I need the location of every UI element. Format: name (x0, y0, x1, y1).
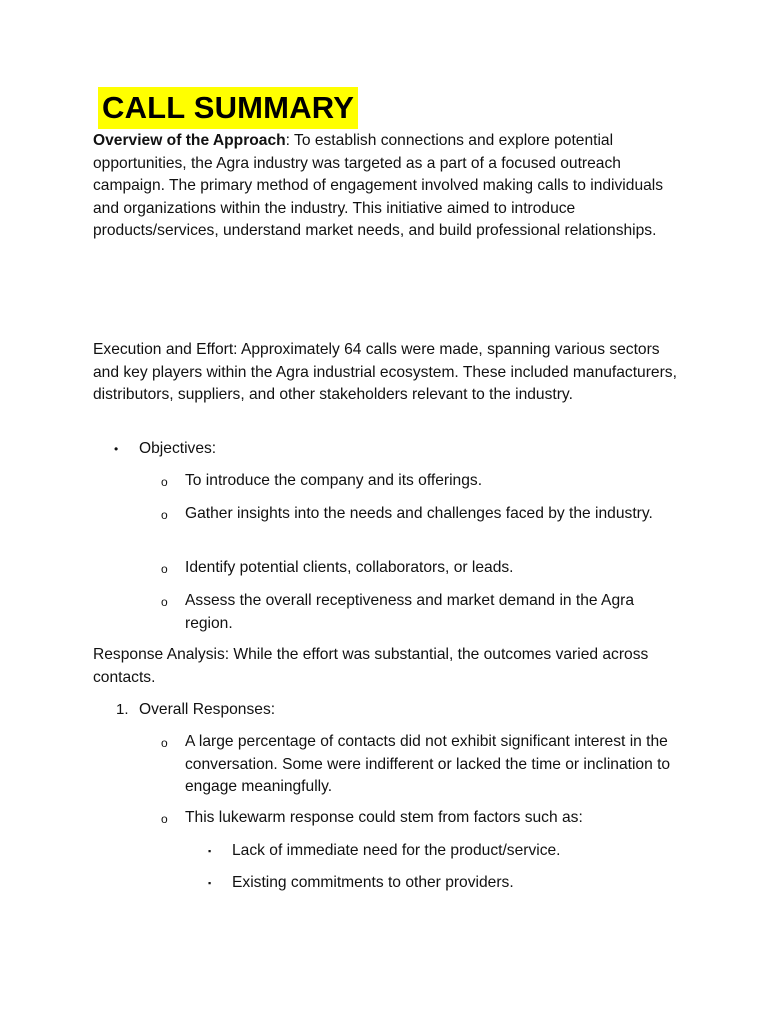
factor-item: Existing commitments to other providers. (232, 874, 514, 891)
overview-label: Overview of the Approach (93, 132, 286, 149)
sub-bullet-marker: o (161, 736, 168, 750)
square-bullet-marker: ▪ (208, 846, 212, 856)
sub-bullet-marker: o (161, 475, 168, 489)
title-highlight (98, 87, 358, 129)
numbered-marker: 1. (116, 701, 129, 718)
overview-paragraph (93, 130, 683, 243)
sub-bullet-marker: o (161, 595, 168, 609)
sub-bullet-marker: o (161, 562, 168, 576)
page-title: CALL SUMMARY (102, 90, 355, 125)
objectives-label: Objectives: (139, 440, 217, 457)
objective-item: Identify potential clients, collaborators, or leads. (185, 559, 514, 576)
objective-item: Gather insights into the needs and challenges faced by the industry. (185, 505, 653, 522)
sub-bullet-marker: o (161, 508, 168, 522)
response-paragraph: Response Analysis: While the effort was substantial, the outcomes varied across contacts. (93, 646, 649, 686)
execution-paragraph: Execution and Effort: Approximately 64 calls were made, spanning various sectors and key players within the Agra industrial ecosystem. These included manufacturers, distributors, suppliers, and other stakeholders relevant to the industry. (93, 341, 677, 404)
sub-bullet-marker: o (161, 812, 168, 826)
bullet-marker: • (114, 442, 119, 456)
objective-item: To introduce the company and its offerings. (185, 472, 483, 489)
factor-item: Lack of immediate need for the product/service. (232, 842, 561, 859)
overall-responses-label: Overall Responses: (139, 701, 276, 718)
overview-text: : To establish connections and explore potential opportunities, the Agra industry was targeted as a part of a focused outreach campaign. The primary method of engagement involved making calls to individuals and organizations within the industry. This initiative aimed to introduce products/services, understand market needs, and build professional relationships. (93, 132, 664, 240)
response-item: This lukewarm response could stem from factors such as: (185, 809, 583, 826)
square-bullet-marker: ▪ (208, 878, 212, 888)
objective-item: Assess the overall receptiveness and market demand in the Agra region. (185, 592, 634, 632)
response-item: A large percentage of contacts did not exhibit significant interest in the conversation. Some were indifferent or lacked the time or inclination to engage meaningfully. (185, 733, 671, 796)
